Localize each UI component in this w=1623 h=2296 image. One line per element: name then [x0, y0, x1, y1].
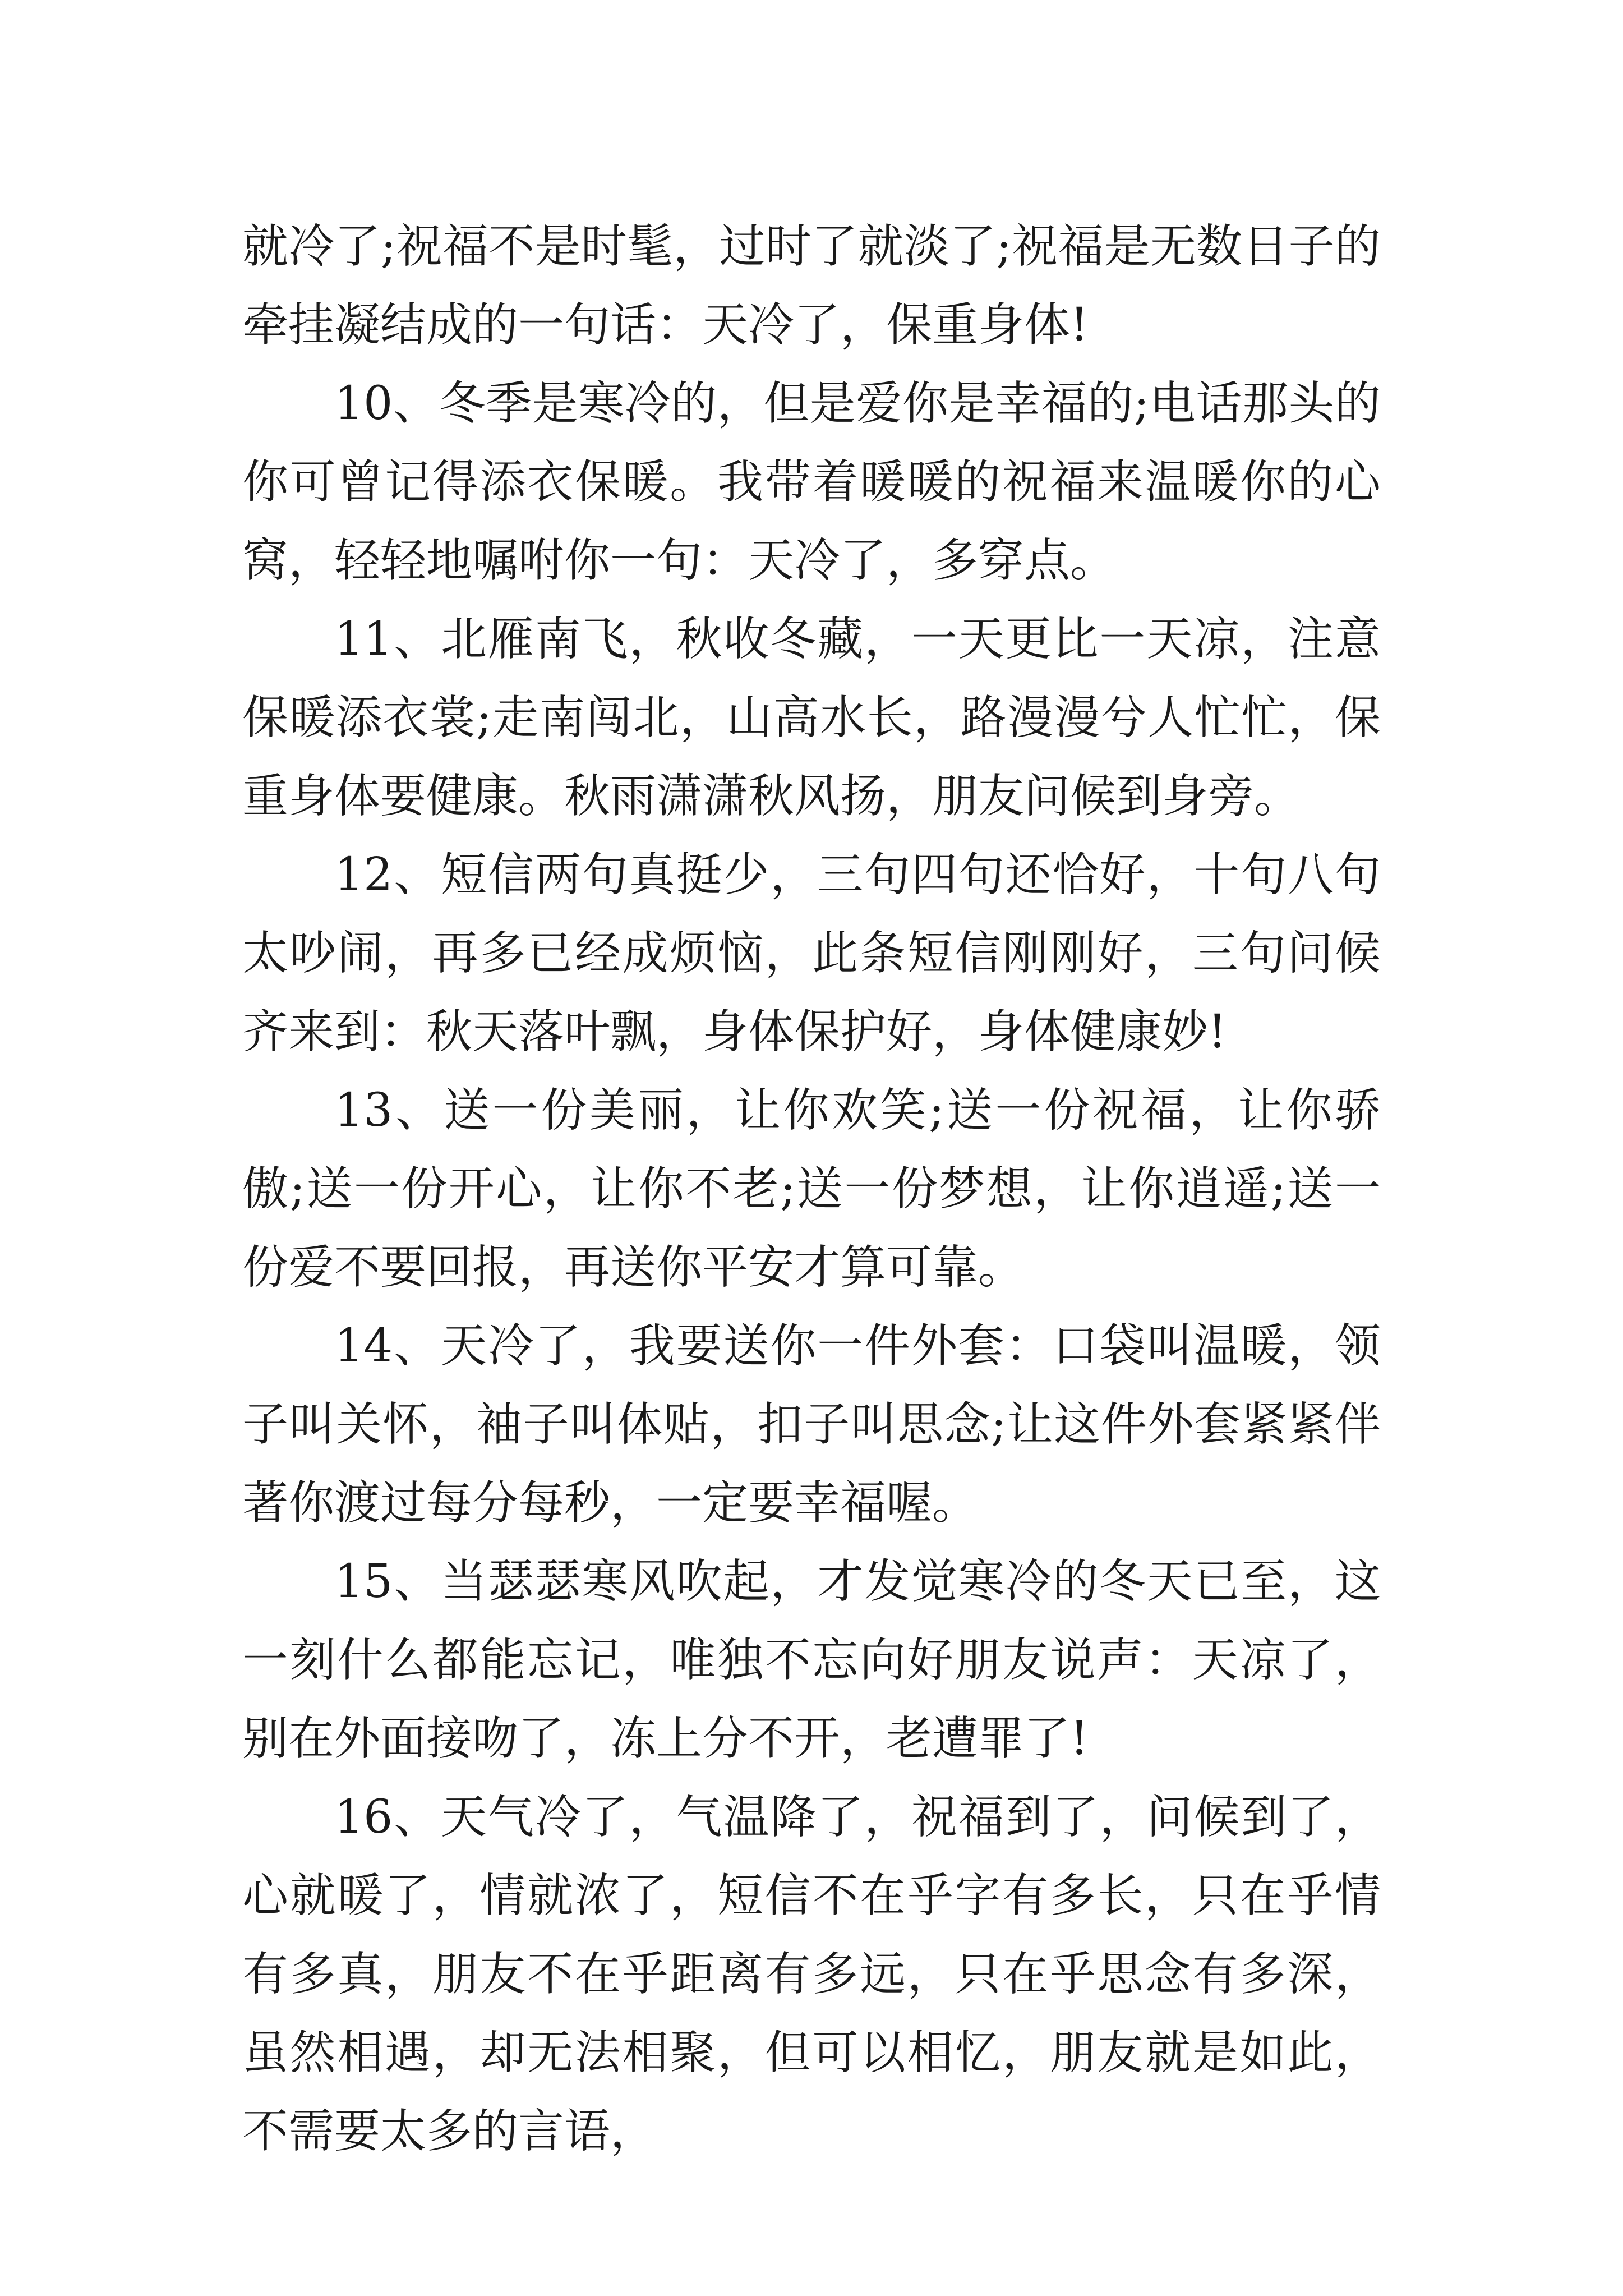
paragraph-continued: 就冷了;祝福不是时髦，过时了就淡了;祝福是无数日子的牵挂凝结成的一句话：天冷了，保重身体! [242, 220, 1381, 352]
paragraph-11: 11、北雁南飞，秋收冬藏，一天更比一天凉，注意保暖添衣裳;走南闯北，山高水长，路漫漫兮人忙忙，保重身体要健康。秋雨潇潇秋风扬，朋友问候到身旁。 [242, 613, 1381, 823]
paragraph-14: 14、天冷了，我要送你一件外套：口袋叫温暖，领子叫关怀，袖子叫体贴，扣子叫思念;让这件外套紧紧伴著你渡过每分每秒，一定要幸福喔。 [242, 1319, 1381, 1530]
paragraph-12: 12、短信两句真挺少，三句四句还恰好，十句八句太吵闹，再多已经成烦恼，此条短信刚刚好，三句问候齐来到：秋天落叶飘，身体保护好，身体健康妙! [242, 848, 1381, 1059]
document-body [242, 208, 1381, 2171]
paragraph-15: 15、当瑟瑟寒风吹起，才发觉寒冷的冬天已至，这一刻什么都能忘记，唯独不忘向好朋友说声：天凉了，别在外面接吻了，冻上分不开，老遭罪了! [242, 1555, 1381, 1765]
paragraph-16: 16、天气冷了，气温降了，祝福到了，问候到了，心就暖了，情就浓了，短信不在乎字有多长，只在乎情有多真，朋友不在乎距离有多远，只在乎思念有多深，虽然相遇，却无法相聚，但可以相忆，朋友就是如此，不需要太多的言语， [242, 1791, 1381, 2158]
paragraph-13: 13、送一份美丽，让你欢笑;送一份祝福，让你骄傲;送一份开心，让你不老;送一份梦想，让你逍遥;送一份爱不要回报，再送你平安才算可靠。 [242, 1084, 1381, 1294]
paragraph-10: 10、冬季是寒冷的，但是爱你是幸福的;电话那头的你可曾记得添衣保暖。我带着暖暖的祝福来温暖你的心窝，轻轻地嘱咐你一句：天冷了，多穿点。 [242, 377, 1381, 587]
